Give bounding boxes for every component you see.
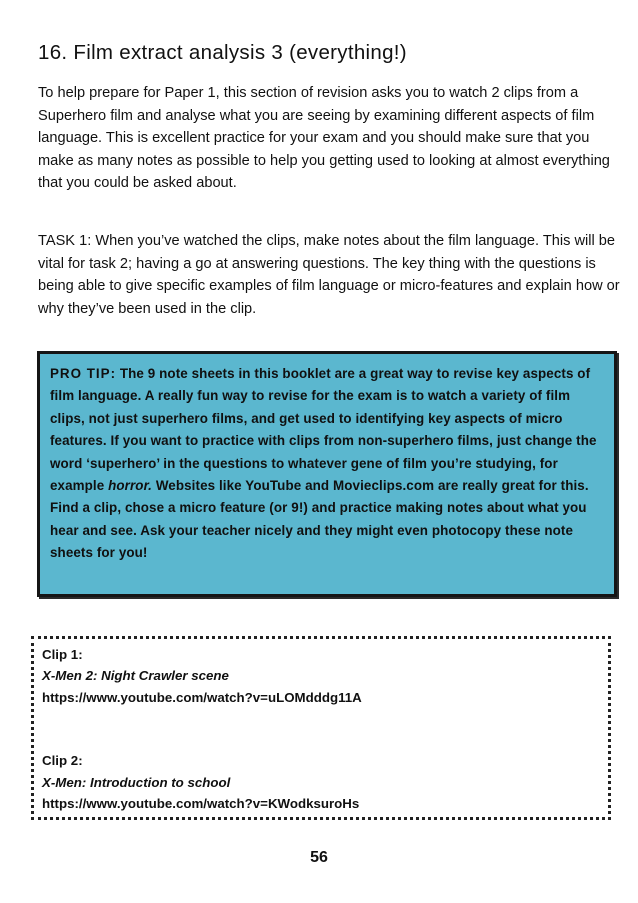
clip-1-url[interactable]: https://www.youtube.com/watch?v=uLOMdddg11A	[42, 689, 362, 705]
pro-tip-body-end: Websites like YouTube and Movieclips.com are really great for this. Find a clip, chose a micro feature (or 9!) and practice making notes about what you hear and see. Ask your teacher nicely and they might even photocopy these note sheets for you!	[50, 478, 589, 561]
pro-tip-label: PRO TIP:	[50, 366, 117, 381]
clip-1	[42, 644, 608, 708]
pro-tip-text	[50, 363, 606, 565]
page-number: 56	[310, 849, 328, 866]
page-title: 16. Film extract analysis 3 (everything!)	[38, 41, 407, 64]
pro-tip-emphasis: horror.	[108, 478, 152, 494]
clip-2	[42, 750, 608, 814]
clip-spacer	[42, 708, 608, 750]
clip-2-url[interactable]: https://www.youtube.com/watch?v=KWodksuroHs	[42, 796, 360, 812]
clips-box	[31, 636, 611, 820]
clip-2-label: Clip 2:	[42, 753, 83, 769]
pro-tip-box	[37, 351, 617, 597]
clip-1-label: Clip 1:	[42, 647, 83, 662]
intro-paragraph: To help prepare for Paper 1, this section of revision asks you to watch 2 clips from a Superhero film and analyse what you are seeing by examining different aspects of film language. This is excellent practice for your exam and you should make sure that you make as many notes as possible to help you getting used to looking at almost everything that you could be asked about.	[38, 85, 610, 192]
task-1-paragraph: TASK 1: When you’ve watched the clips, make notes about the film language. This will be vital for task 2; having a go at answering questions. The key thing with the questions is being able to give specific examples of film language or micro-features and explain how or why they’ve been used in the clip.	[38, 233, 620, 317]
clip-2-film: X-Men: Introduction to school	[42, 774, 231, 790]
clip-1-film: X-Men 2: Night Crawler scene	[42, 668, 229, 684]
pro-tip-body: The 9 note sheets in this booklet are a great way to revise key aspects of film language. A really fun way to revise for the exam is to watch a variety of film clips, not just superhero films, and get used to identifying key aspects of micro features. If you want to practice with clips from non-superhero films, just change the word ‘superhero’ in the questions to whatever gene of film you’re studying, for example	[50, 366, 597, 494]
